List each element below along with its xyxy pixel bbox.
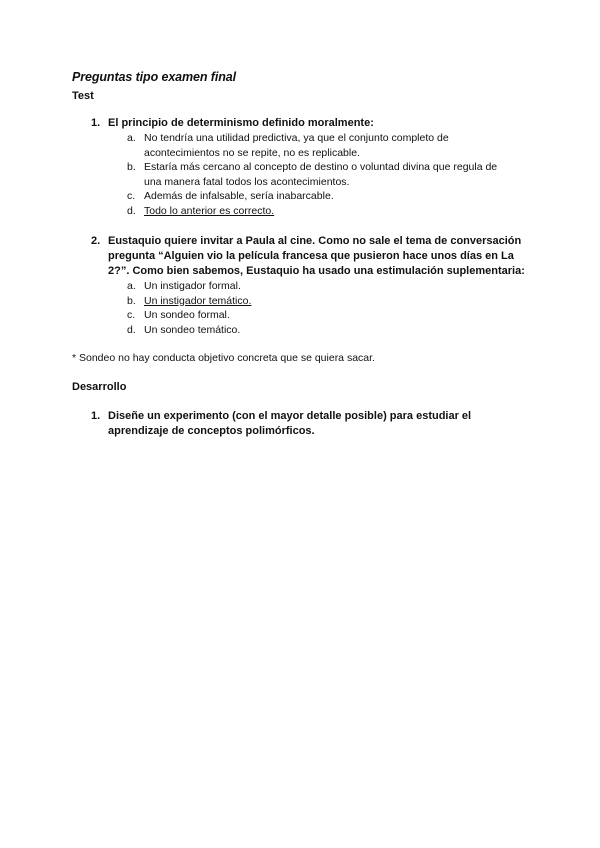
question-text: El principio de determinismo definido moralmente: [108,117,374,129]
answer-options [91,279,531,337]
answer-option [91,308,504,323]
option-text: Un sondeo formal. [144,309,230,321]
answer-option [91,160,504,189]
answer-option [91,279,504,294]
section-heading-test: Test [72,90,94,102]
option-text: Además de infalsable, sería inabarcable. [144,190,334,202]
option-letter: a. [127,280,136,292]
option-text-underlined: Todo lo anterior es correcto. [144,204,275,217]
option-letter: b. [127,294,136,307]
question-number: 1. [91,410,101,422]
option-text-underlined: Un instigador temático. [144,294,252,307]
option-letter: d. [127,204,136,217]
option-letter: c. [127,190,136,202]
option-text: No tendría una utilidad predictiva, ya que el conjunto completo de acontecimientos no se repite, no es replicable. [144,132,449,159]
document-title: Preguntas tipo examen final [72,70,237,84]
option-text: Un sondeo temático. [144,323,241,336]
option-letter: c. [127,309,136,321]
question-text: Eustaquio quiere invitar a Paula al cine. Como no sale el tema de conversación pregunta “Alguien vio la película francesa que pusieron hace unos días en La 2?”. Como bien sabemos, Eustaquio ha usado una estimulación suplementaria: [108,235,525,277]
answer-option [91,131,504,160]
answer-option [91,323,504,338]
answer-options [91,131,531,218]
question-number: 2. [91,235,101,247]
question-number: 1. [91,117,101,129]
footnote: * Sondeo no hay conducta objetivo concreta que se quiera sacar. [72,352,375,364]
answer-option-correct [91,204,504,219]
answer-option-correct [91,294,504,309]
test-question-2 [91,234,531,337]
option-text: Un instigador formal. [144,280,241,292]
section-heading-desarrollo: Desarrollo [72,381,127,393]
option-letter: a. [127,132,136,144]
option-text: Estaría más cercano al concepto de destino o voluntad divina que regula de una manera fatal todos los acontecimientos. [144,161,498,188]
question-text: Diseñe un experimento (con el mayor detalle posible) para estudiar el aprendizaje de conceptos polimórficos. [108,410,472,437]
option-letter: b. [127,161,136,173]
test-question-1 [91,116,531,218]
option-letter: d. [127,323,136,336]
answer-option [91,189,504,204]
development-question-1 [91,409,531,439]
